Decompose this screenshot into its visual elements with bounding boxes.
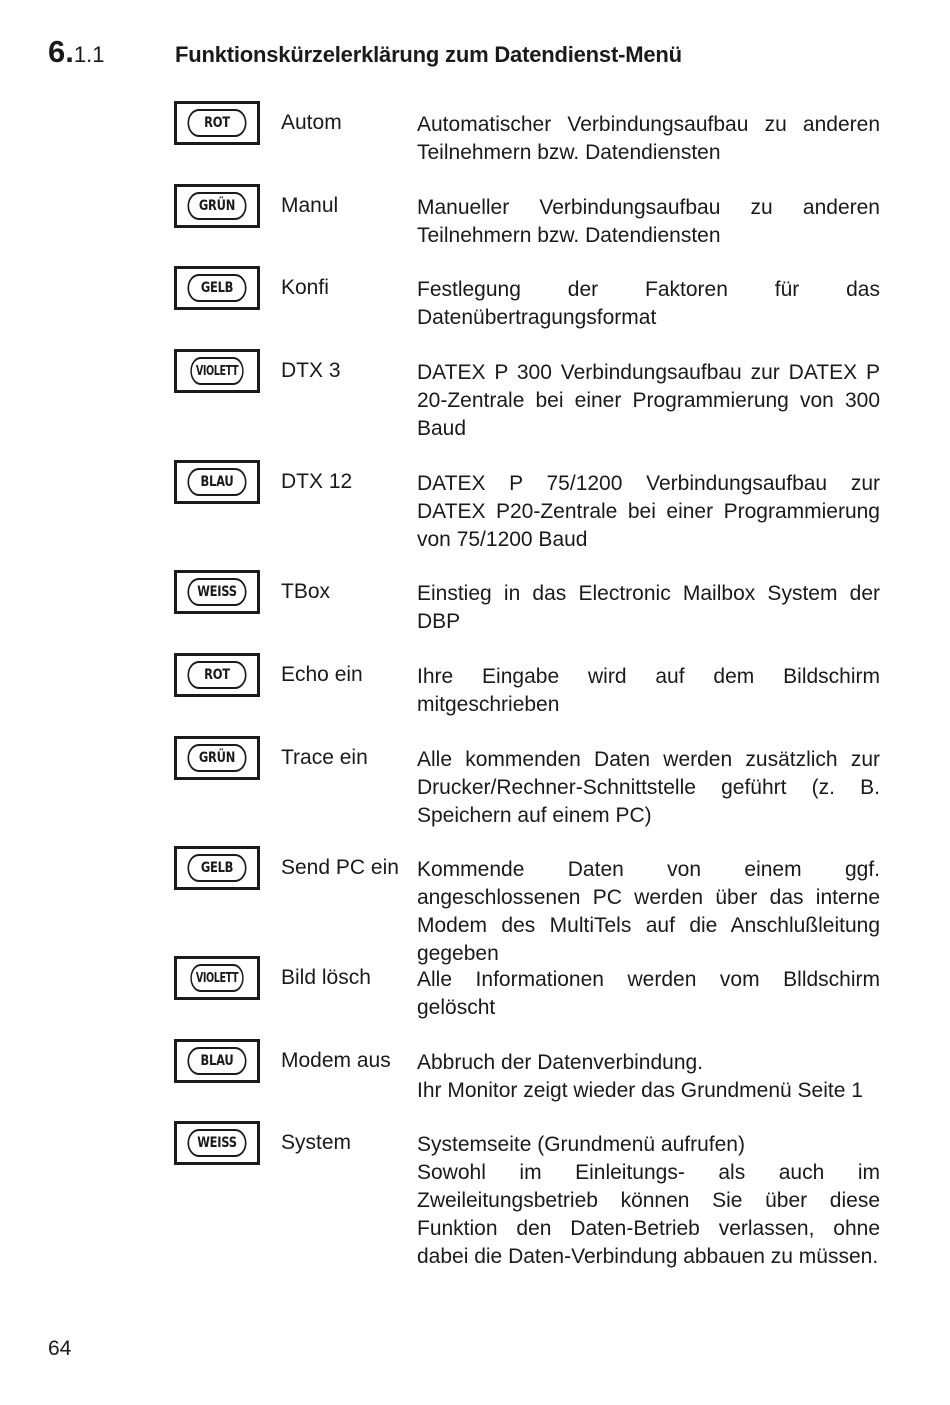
section-number-minor: 1.1 xyxy=(73,42,105,67)
description-text: Ihre Eingabe wird auf dem Bildschirm mitgeschrieben xyxy=(417,665,880,716)
function-label: Konfi xyxy=(281,276,329,299)
function-description xyxy=(417,1049,880,1105)
key-blau-icon xyxy=(174,1039,260,1083)
key-label: ROT xyxy=(187,661,246,689)
description-text: Abbruch der Datenverbindung. xyxy=(417,1051,704,1074)
key-label: GELB xyxy=(187,854,246,882)
key-label: BLAU xyxy=(187,1047,246,1075)
function-description xyxy=(417,276,880,332)
function-label: DTX 12 xyxy=(281,470,353,493)
description-text: Alle kommenden Daten werden zusätzlich zur Drucker/Rechner-Schnittstelle geführt (z. B. Speichern auf einem PC) xyxy=(417,748,880,827)
key-label: WEISS xyxy=(187,578,246,606)
page-number: 64 xyxy=(48,1337,72,1360)
key-label: GRÜN xyxy=(187,744,246,772)
function-label: Bild lösch xyxy=(281,966,371,989)
key-gruen-icon xyxy=(174,736,260,780)
key-gruen-icon xyxy=(174,184,260,228)
description-text: Kommende Daten von einem ggf. angeschlossenen PC werden über das interne Modem des MultiTels auf die Anschlußleitung gegeben xyxy=(417,858,880,965)
function-label: DTX 3 xyxy=(281,359,341,382)
function-description xyxy=(417,194,880,250)
function-label: Modem aus xyxy=(281,1049,391,1072)
key-label: GELB xyxy=(187,274,246,302)
function-description xyxy=(417,580,880,636)
function-label: Autom xyxy=(281,111,342,134)
key-label: WEISS xyxy=(187,1129,246,1157)
function-description xyxy=(417,111,880,167)
description-text: DATEX P 300 Verbindungsaufbau zur DATEX P 20-Zentrale bei einer Programmierung von 300 Baud xyxy=(417,361,880,440)
function-description xyxy=(417,359,880,443)
description-text: Einstieg in das Electronic Mailbox System der DBP xyxy=(417,582,880,633)
description-text: Sowohl im Einleitungs- als auch im Zweileitungsbetrieb können Sie über diese Funktion den Daten-Betrieb verlassen, ohne dabei die Daten-Verbindung abbauen zu müssen. xyxy=(417,1161,880,1268)
section-number-major: 6. xyxy=(48,34,74,69)
key-blau-icon xyxy=(174,460,260,504)
function-label: Send PC ein xyxy=(281,856,399,879)
description-text: Festlegung der Faktoren für das Datenübertragungsformat xyxy=(417,278,880,329)
description-text: Ihr Monitor zeigt wieder das Grundmenü Seite 1 xyxy=(417,1079,863,1102)
function-label: System xyxy=(281,1131,352,1154)
key-label: BLAU xyxy=(187,468,246,496)
function-label: TBox xyxy=(281,580,331,603)
section-title: Funktionskürzelerklärung zum Datendienst-Menü xyxy=(175,42,682,67)
function-label: Echo ein xyxy=(281,663,363,686)
key-label: ROT xyxy=(187,109,246,137)
key-label: VIOLETT xyxy=(190,357,243,385)
function-description xyxy=(417,746,880,830)
section-number xyxy=(48,34,104,70)
function-label: Manul xyxy=(281,194,339,217)
function-description xyxy=(417,856,880,968)
key-gelb-icon xyxy=(174,846,260,890)
key-label: VIOLETT xyxy=(190,964,243,992)
key-rot-icon xyxy=(174,653,260,697)
description-text: Manueller Verbindungsaufbau zu anderen Teilnehmern bzw. Datendiensten xyxy=(417,196,880,247)
key-violett-icon xyxy=(174,349,260,393)
description-text: Alle Informationen werden vom Blldschirm gelöscht xyxy=(417,968,880,1019)
key-rot-icon xyxy=(174,101,260,145)
key-violett-icon xyxy=(174,956,260,1000)
key-gelb-icon xyxy=(174,266,260,310)
function-description xyxy=(417,1131,880,1271)
key-weiss-icon xyxy=(174,1121,260,1165)
function-description xyxy=(417,966,880,1022)
function-label: Trace ein xyxy=(281,746,368,769)
key-label: GRÜN xyxy=(187,192,246,220)
description-text: Systemseite (Grundmenü aufrufen) xyxy=(417,1133,745,1156)
function-description xyxy=(417,470,880,554)
description-text: DATEX P 75/1200 Verbindungsaufbau zur DATEX P20-Zentrale bei einer Programmierung von 75/1200 Baud xyxy=(417,472,880,551)
key-weiss-icon xyxy=(174,570,260,614)
function-description xyxy=(417,663,880,719)
description-text: Automatischer Verbindungsaufbau zu anderen Teilnehmern bzw. Datendiensten xyxy=(417,113,880,164)
